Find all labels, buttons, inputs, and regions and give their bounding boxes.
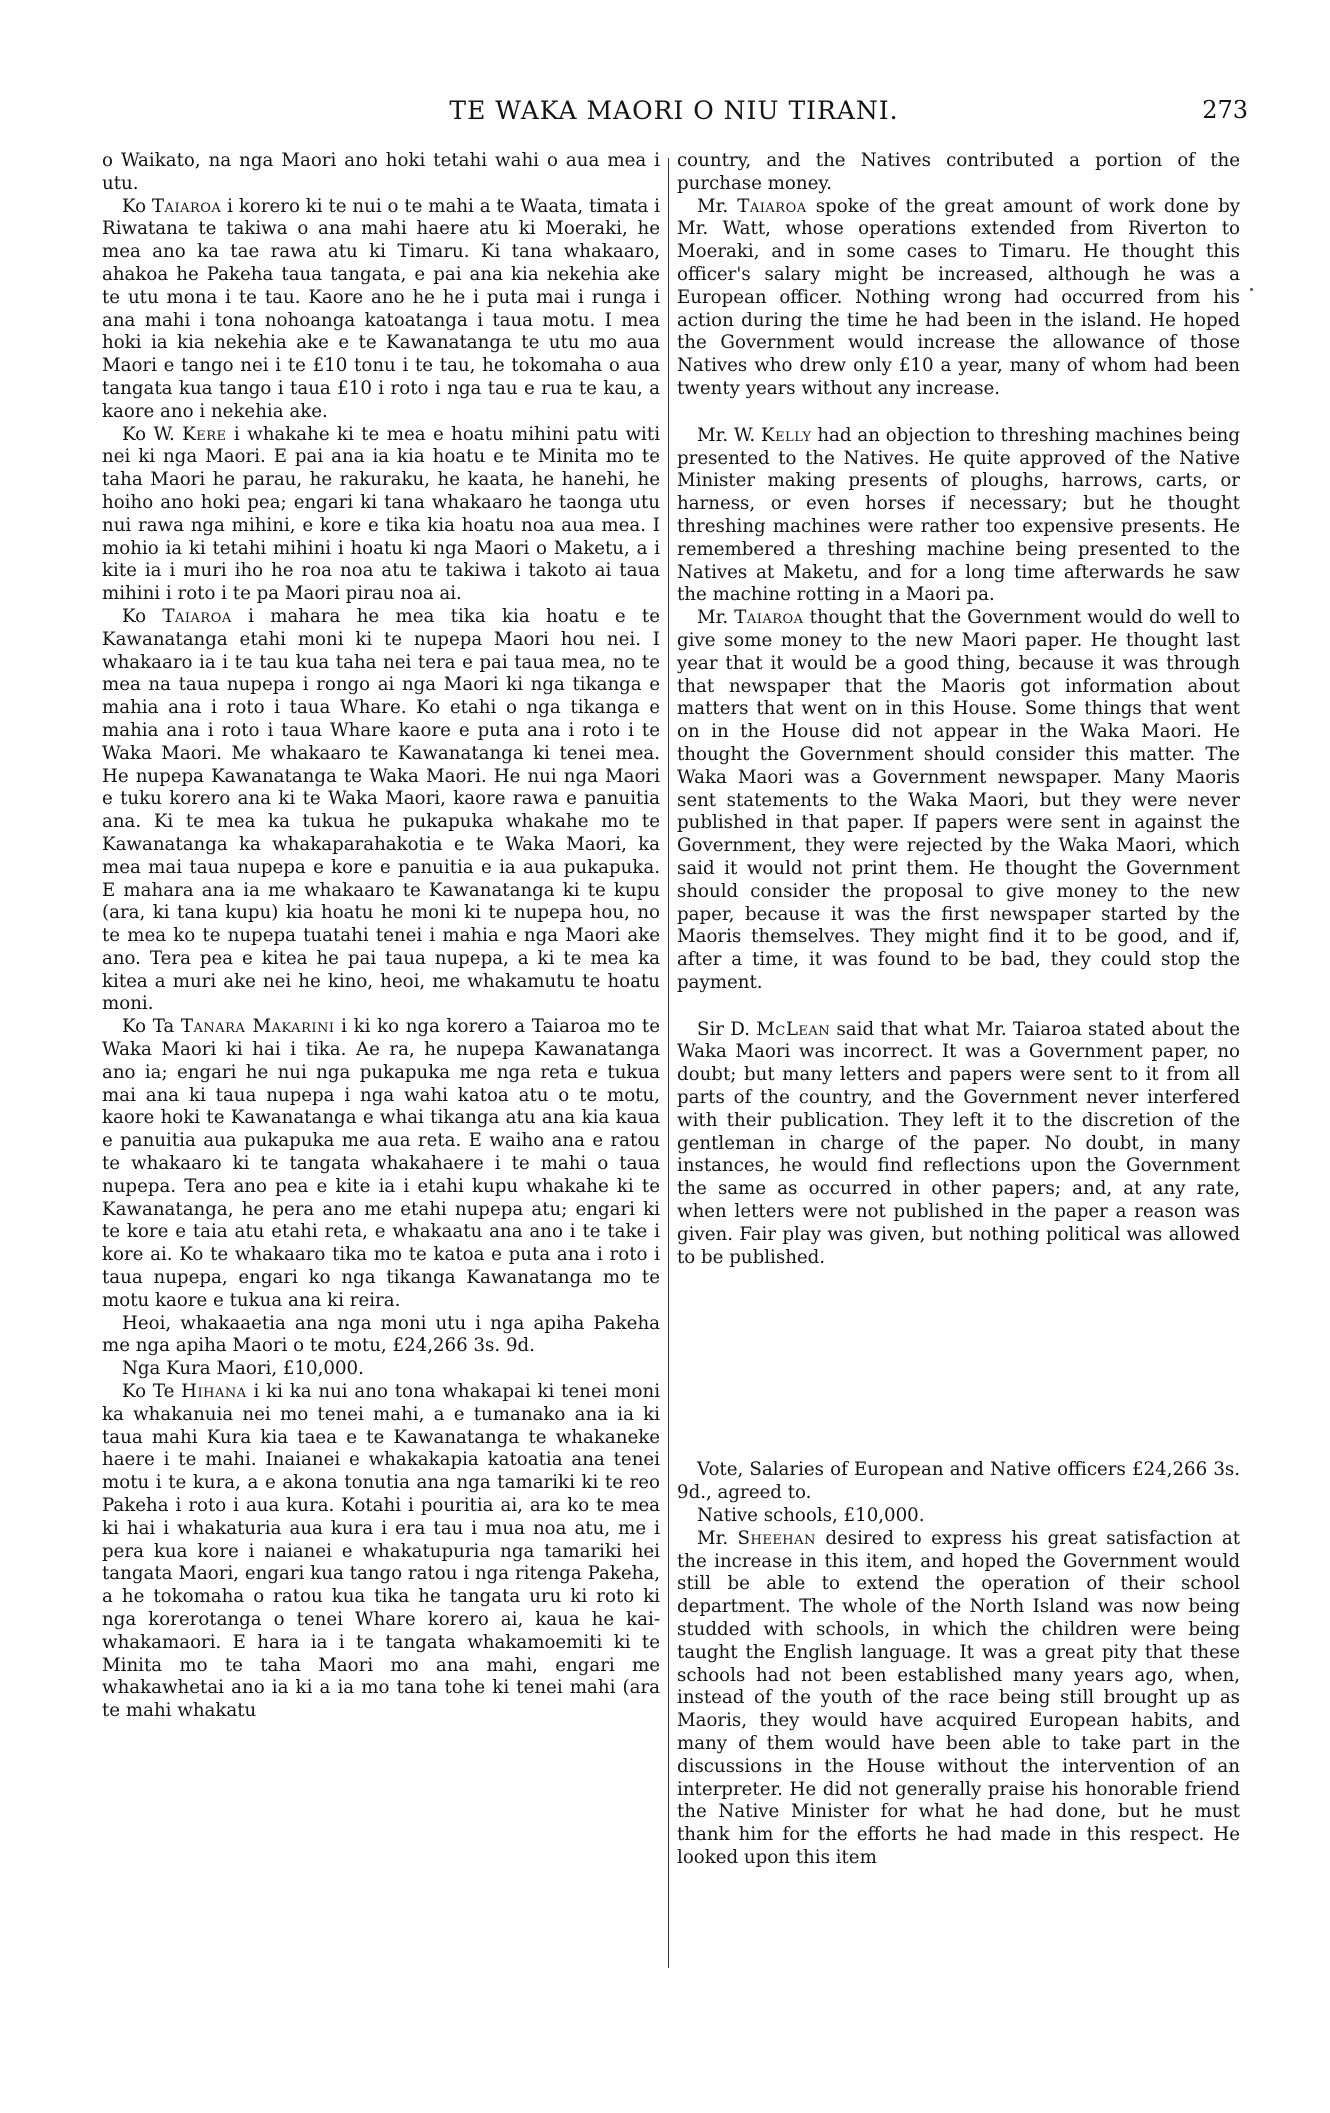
paragraph: [677, 607, 1240, 995]
paragraph-lead: Ko: [122, 195, 152, 217]
paragraph-body: i mahara he mea tika kia hoatu e te Kawanatanga etahi moni ki te nupepa Maori hou nei. I whakaaro ia i te tau kua taha nei tera e pai taua mea, no te mea na taua nupepa i rongo ai nga Maori ki nga tikanga e mahia ana i roto i taua Whare. Ko etahi o nga tikanga e mahia ana i roto i taua Whare kaore e puta ana i roto i te Waka Maori. Me whakaaro te Kawanatanga ki tenei mea. He nupepa Kawanatanga te Waka Maori. He nui nga Maori e tuku korero ana ki te Waka Maori, kaore rawa e panuitia ana. Ki te mea ka tukua he pukapuka whakahe mo te Kawanatanga ka whakaparahakotia e te Waka Maori, ka mea mai taua nupepa e kore e panuitia e ia aua pukapuka. E mahara ana ia me whakaaro te Kawanatanga ki te kupu (ara, ki tana kupu) kia hoatu he moni ki te nupepa hou, no te mea ko te nupepa tuatahi tenei i mahia e nga Maori ake ano. Tera pea e kitea he pai taua nupepa, a ki te mea ka kitea a muri ake nei he kino, heoi, me whakamutu te hoatu moni.: [102, 605, 660, 1015]
paragraph: [102, 424, 660, 606]
paragraph: [677, 1019, 1240, 1270]
paragraph: [677, 1528, 1240, 1870]
column-divider: [668, 158, 669, 1968]
paragraph-body: thought that the Government would do well to give some money to the new Maori paper. He thought last year that it would be a good thing, because it was through that newspaper that the Maoris got information about matters that went on in this House. Some things that went on in the House did not appear in the Waka Maori. He thought the Government should consider this matter. The Waka Maori was a Government newspaper. Many Maoris sent statements to the Waka Maori, but they were never published in that paper. If papers were sent in against the Government, they were rejected by the Waka Maori, which said it would not print them. He thought the Government should consider the proposal to give money to the new paper, because it was the first newspaper started by the Maoris themselves. They might find it to be good, and if, after a time, it was found to be bad, they could stop the payment.: [677, 607, 1240, 993]
paragraph-lead: Mr.: [697, 1527, 738, 1549]
margin-speck: [1250, 288, 1253, 291]
paragraph-spacer: [677, 1269, 1240, 1459]
paragraph-body: i ki ko nga korero a Taiaroa mo te Waka Maori ki hai i tika. Ae ra, he nupepa Kawanatanga ano ia; engari he nui nga pukapuka me nga reta e tukua mai ana ki taua nupepa i nga wahi katoa atu o te motu, kaore hoki te Kawanatanga e whai tikanga atu ana kia kaua e panuitia aua pukapuka me aua reta. E waiho ana e ratou te whakaaro ki te tangata whakahaere i te mahi o taua nupepa. Tera ano pea e kite ia i etahi kupu whakahe ki te Kawanatanga, he pera ano me etahi nupepa atu; engari ki te kore e taia atu etahi reta, e whakaatu ana ano i te take i kore ai. Ko te whakaaro tika mo te katoa e puta ana i roto i taua nupepa, engari ko nga tikanga Kawanatanga mo te motu kaore e tukua ana ki reira.: [102, 1016, 660, 1311]
paragraph-lead: Ko W.: [122, 423, 183, 445]
paragraph-body: i whakahe ki te mea e hoatu mihini patu witi nei ki nga Maori. E pai ana ia kia hoatu e te Minita mo te taha Maori he parau, he rakuraku, he kaata, he hanehi, he hoiho ano hoki pea; engari ki tana whakaaro he taonga utu nui rawa nga mihini, e kore e tika kia hoatu noa aua mea. I mohio ia ki tetahi mihini i hoatu ki nga Maori o Maketu, a i kite ia i muri iho he roa noa atu te takiwa i takoto ai taua mihini i roto i te pa Maori pirau noa ai.: [102, 423, 661, 605]
paragraph-lead: Sir D.: [697, 1018, 757, 1040]
speaker-name: Kelly: [760, 424, 812, 446]
paragraph: [677, 425, 1240, 607]
left-column-maori: [102, 150, 660, 1723]
page-number: 273: [1202, 96, 1248, 124]
paragraph-lead: Mr.: [697, 195, 738, 217]
paragraph-body: i korero ki te nui o te mahi a te Waata, timata i Riwatana te takiwa o ana mahi haere atu ki Moeraki, he mea ano ka tae rawa atu ki Timaru. Ki tana whakaaro, ahakoa he Pakeha taua tangata, e pai ana kia nekehia ake te utu mona i te tau. Kaore ano he he i puta mai i runga i ana mahi i tona nohoanga katoatanga i taua motu. I mea hoki ia kia nekehia ake e te Kawanatanga te utu mo aua Maori e tango nei i te £10 tonu i te tau, he tokomaha o aua tangata kua tango i taua £10 i roto i nga tau e rua te kau, a kaore ano i nekehia ake.: [102, 195, 660, 422]
paragraph: [677, 196, 1240, 401]
paragraph: Nga Kura Maori, £10,000.: [122, 1358, 364, 1380]
speaker-name: Hihana: [181, 1381, 247, 1403]
speaker-name: Tanara Makarini: [180, 1016, 335, 1038]
paragraph-lead: Ko Te: [122, 1381, 182, 1403]
paragraph: Native schools, £10,000.: [697, 1505, 925, 1527]
paragraph: [102, 606, 660, 1016]
running-title: TE WAKA MAORI O NIU TIRANI.: [449, 96, 899, 125]
paragraph-lead: Mr. W.: [697, 424, 761, 446]
paragraph: o Waikato, na nga Maori ano hoki tetahi wahi o aua mea i utu.: [102, 150, 660, 194]
paragraph-spacer: [677, 995, 1240, 1019]
paragraph-lead: Ko Ta: [122, 1016, 181, 1038]
speaker-name: Kere: [182, 423, 227, 445]
paragraph-lead: Ko: [122, 605, 163, 627]
paragraph-body: desired to express his great satisfaction at the increase in this item, and hoped the Government would still be able to extend the operation of their school department. The whole of the North Island was now being studded with schools, in which the children were being taught the English language. It was a great pity that these schools had not been established many years ago, when, instead of the youth of the race being still brought up as Maoris, they would have acquired European habits, and many of them would have been able to take part in the discussions in the House without the intervention of an interpreter. He did not generally praise his honorable friend the Native Minister for what he had done, but he must thank him for the efforts he had made in this respect. He looked upon this item: [677, 1527, 1241, 1868]
speaker-name: Taiaroa: [734, 607, 804, 629]
paragraph-body: i ki ka nui ano tona whakapai ki tenei moni ka whakanuia nei mo tenei mahi, a e tumanako ana ia ki taua mahi Kura kia taea e te Kawanatanga te whakaneke haere i te mahi. Inaianei e whakakapia katoatia ana tenei motu i te kura, a e akona tonutia ana nga tamariki ki te reo Pakeha i roto i aua kura. Kotahi i pouritia ai, ara ko te mea ki hai i whakaturia aua kura i era tau i mua noa atu, me i pera kua kore i naianei e whakatupuria nga tamariki hei tangata Maori, engari kua tango ratou i nga ritenga Pakeha, a he tokomaha o ratou kua tika he tangata uru ki roto ki nga korerotanga o tenei Whare korero ai, kaua he kai-whakamaori. E hara ia i te tangata whakamoemiti ki te Minita mo te taha Maori mo ana mahi, engari me whakawhetai ano ia ki a ia mo tana tohe ki tenei mahi (ara te mahi whakatu: [102, 1381, 661, 1722]
speaker-name: Taiaroa: [162, 605, 232, 627]
paragraph-lead: Mr.: [697, 607, 735, 629]
speaker-name: McLean: [756, 1018, 831, 1040]
paragraph: Vote, Salaries of European and Native officers £24,266 3s. 9d., agreed to.: [677, 1459, 1240, 1504]
right-column-english: [677, 150, 1240, 1870]
speaker-name: Taiaroa: [737, 195, 807, 217]
speaker-name: Sheehan: [737, 1527, 816, 1549]
page-header: [100, 96, 1248, 136]
paragraph: [102, 1381, 660, 1723]
paragraph: country, and the Natives contributed a portion of the purchase money.: [677, 150, 1240, 194]
paragraph: [102, 1016, 660, 1312]
paragraph-body: had an objection to threshing machines being presented to the Natives. He quite approved of the Native Minister making presents of ploughs, harrows, carts, or harness, or even horses if necessary; but he thought threshing machines were rather too expensive presents. He remembered a threshing machine being presented to the Natives at Maketu, and for a long time afterwards he saw the machine rotting in a Maori pa.: [677, 424, 1240, 606]
paragraph-spacer: [677, 401, 1240, 425]
speaker-name: Taiaroa: [151, 195, 222, 217]
paragraph: [102, 196, 660, 424]
paragraph-body: said that what Mr. Taiaroa stated about the Waka Maori was incorrect. It was a Government paper, no doubt; but many letters and papers were sent to it from all parts of the country, and the Government never interfered with their publication. They left it to the discretion of the gentleman in charge of the paper. No doubt, in many instances, he would find reflections upon the Government the same as occurred in other papers; and, at any rate, when letters were not published in the paper a reason was given. Fair play was given, but nothing political was allowed to be published.: [677, 1018, 1241, 1268]
paragraph: Heoi, whakaaetia ana nga moni utu i nga apiha Pakeha me nga apiha Maori o te motu, £24,266 3s. 9d.: [102, 1312, 660, 1357]
paragraph-body: spoke of the great amount of work done by Mr. Watt, whose operations extended from Riverton to Moeraki, and in some cases to Timaru. He thought this officer's salary might be increased, although he was a European officer. Nothing wrong had occurred from his action during the time he had been in the island. He hoped the Government would increase the allowance of those Natives who drew only £10 a year, many of whom had been twenty years without any increase.: [677, 195, 1240, 399]
